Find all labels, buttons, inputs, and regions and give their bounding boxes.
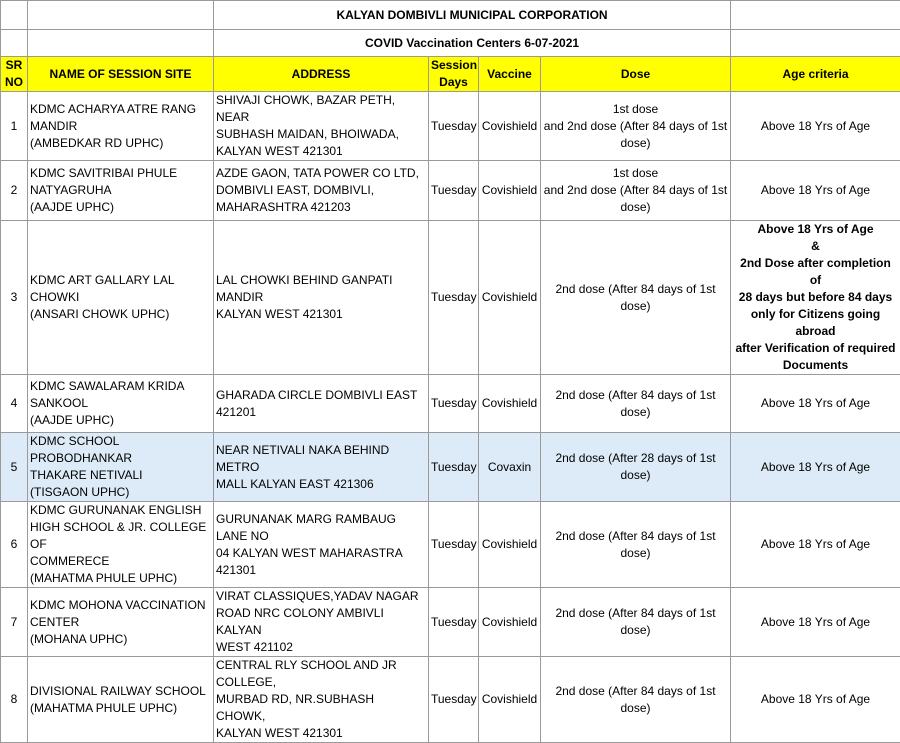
cell-age-criteria-line: after Verification of required [733, 340, 898, 357]
cell-session-site [28, 502, 214, 588]
cell-session-site-line: (AMBEDKAR RD UPHC) [30, 135, 211, 152]
cell-session-site [28, 161, 214, 221]
cell-dose-line: and 2nd dose (After 84 days of 1st [543, 118, 728, 135]
table-row [1, 657, 900, 743]
cell-dose [541, 161, 731, 221]
cell-session-site [28, 375, 214, 433]
cell-session-days: Tuesday [429, 588, 479, 657]
header-age-criteria: Age criteria [731, 57, 900, 92]
cell-dose-line: dose) [543, 467, 728, 484]
cell-dose [541, 657, 731, 743]
cell-session-site-line: (AAJDE UPHC) [30, 412, 211, 429]
cell-session-site-line: DIVISIONAL RAILWAY SCHOOL [30, 683, 211, 700]
cell-session-site-line: KDMC SCHOOL PROBODHANKAR [30, 433, 211, 467]
blank-cell [28, 1, 214, 30]
cell-address-line: WEST 421102 [216, 639, 426, 656]
cell-dose-line: 1st dose [543, 165, 728, 182]
table-row [1, 375, 900, 433]
cell-age-criteria-line: 28 days but before 84 days [733, 289, 898, 306]
cell-session-site-line: KDMC ACHARYA ATRE RANG [30, 101, 211, 118]
cell-session-site-line: CENTER [30, 614, 211, 631]
table-row [1, 161, 900, 221]
cell-age-criteria-line: 2nd Dose after completion of [733, 255, 898, 289]
table-row [1, 502, 900, 588]
blank-cell [1, 30, 28, 57]
cell-address-line: DOMBIVLI EAST, DOMBIVLI, [216, 182, 426, 199]
cell-address-line: LAL CHOWKI BEHIND GANPATI MANDIR [216, 272, 426, 306]
page-title: KALYAN DOMBIVLI MUNICIPAL CORPORATION [214, 1, 731, 30]
cell-sr-no: 8 [1, 657, 28, 743]
cell-dose-line: dose) [543, 622, 728, 639]
cell-sr-no: 2 [1, 161, 28, 221]
cell-session-site [28, 92, 214, 161]
cell-address [214, 221, 429, 375]
table-row [1, 433, 900, 502]
cell-vaccine: Covishield [479, 161, 541, 221]
cell-session-site-line: KDMC SAVITRIBAI PHULE [30, 165, 211, 182]
cell-dose-line: 2nd dose (After 28 days of 1st [543, 450, 728, 467]
cell-address [214, 161, 429, 221]
cell-dose-line: 2nd dose (After 84 days of 1st [543, 683, 728, 700]
cell-address-line: GHARADA CIRCLE DOMBIVLI EAST [216, 387, 426, 404]
cell-age-criteria-line: Above 18 Yrs of Age [733, 221, 898, 238]
cell-session-days: Tuesday [429, 161, 479, 221]
cell-vaccine: Covishield [479, 502, 541, 588]
cell-address [214, 375, 429, 433]
cell-dose [541, 92, 731, 161]
cell-address-line: 421201 [216, 404, 426, 421]
table-row [1, 92, 900, 161]
blank-cell [28, 30, 214, 57]
header-row [1, 57, 900, 92]
cell-dose [541, 433, 731, 502]
table-row [1, 221, 900, 375]
cell-dose-line: dose) [543, 298, 728, 315]
cell-session-site-line: KDMC MOHONA VACCINATION [30, 597, 211, 614]
cell-session-days: Tuesday [429, 657, 479, 743]
cell-session-site-line: (TISGAON UPHC) [30, 484, 211, 501]
cell-dose-line: dose) [543, 135, 728, 152]
cell-dose [541, 502, 731, 588]
cell-vaccine: Covishield [479, 657, 541, 743]
cell-dose-line: 1st dose [543, 101, 728, 118]
cell-address-line: NEAR NETIVALI NAKA BEHIND METRO [216, 442, 426, 476]
cell-address [214, 92, 429, 161]
cell-address-line: KALYAN WEST 421301 [216, 143, 426, 160]
table-body [1, 92, 900, 743]
cell-session-site-line: SANKOOL [30, 395, 211, 412]
cell-dose [541, 588, 731, 657]
cell-address-line: CENTRAL RLY SCHOOL AND JR COLLEGE, [216, 657, 426, 691]
cell-age-criteria-line: Above 18 Yrs of Age [733, 459, 898, 476]
header-session-days: Session Days [429, 57, 479, 92]
cell-age-criteria [731, 588, 900, 657]
cell-session-site-line: HIGH SCHOOL & JR. COLLEGE OF [30, 519, 211, 553]
cell-dose-line: 2nd dose (After 84 days of 1st [543, 387, 728, 404]
cell-session-site [28, 433, 214, 502]
cell-address [214, 502, 429, 588]
cell-age-criteria [731, 92, 900, 161]
cell-age-criteria [731, 161, 900, 221]
cell-vaccine: Covishield [479, 92, 541, 161]
cell-address-line: VIRAT CLASSIQUES,YADAV NAGAR [216, 588, 426, 605]
cell-session-site-line: (MAHATMA PHULE UPHC) [30, 700, 211, 717]
cell-address-line: MAHARASHTRA 421203 [216, 199, 426, 216]
cell-address [214, 588, 429, 657]
page-subtitle: COVID Vaccination Centers 6-07-2021 [214, 30, 731, 57]
cell-address-line: MALL KALYAN EAST 421306 [216, 476, 426, 493]
cell-session-site-line: KDMC SAWALARAM KRIDA [30, 378, 211, 395]
cell-address [214, 657, 429, 743]
cell-session-site-line: (MOHANA UPHC) [30, 631, 211, 648]
cell-vaccine: Covishield [479, 221, 541, 375]
cell-dose-line: and 2nd dose (After 84 days of 1st [543, 182, 728, 199]
cell-sr-no: 1 [1, 92, 28, 161]
cell-session-site-line: KDMC ART GALLARY LAL CHOWKI [30, 272, 211, 306]
cell-session-site [28, 657, 214, 743]
cell-address-line: 04 KALYAN WEST MAHARASTRA 421301 [216, 545, 426, 579]
blank-cell [731, 30, 900, 57]
cell-session-site-line: MANDIR [30, 118, 211, 135]
cell-age-criteria-line: & [733, 238, 898, 255]
cell-session-days: Tuesday [429, 375, 479, 433]
subtitle-row [1, 30, 900, 57]
cell-dose-line: dose) [543, 199, 728, 216]
cell-address-line: KALYAN WEST 421301 [216, 725, 426, 742]
header-sr-no: SR NO [1, 57, 28, 92]
cell-age-criteria-line: only for Citizens going abroad [733, 306, 898, 340]
cell-dose-line: dose) [543, 404, 728, 421]
cell-sr-no: 7 [1, 588, 28, 657]
cell-dose [541, 375, 731, 433]
header-session-site: NAME OF SESSION SITE [28, 57, 214, 92]
table-row [1, 588, 900, 657]
header-vaccine: Vaccine [479, 57, 541, 92]
cell-address-line: SHIVAJI CHOWK, BAZAR PETH, NEAR [216, 92, 426, 126]
cell-age-criteria [731, 502, 900, 588]
cell-dose-line: 2nd dose (After 84 days of 1st [543, 605, 728, 622]
cell-sr-no: 5 [1, 433, 28, 502]
cell-sr-no: 6 [1, 502, 28, 588]
cell-session-site-line: KDMC GURUNANAK ENGLISH [30, 502, 211, 519]
cell-dose-line: dose) [543, 700, 728, 717]
cell-age-criteria [731, 433, 900, 502]
cell-vaccine: Covishield [479, 375, 541, 433]
cell-age-criteria-line: Above 18 Yrs of Age [733, 691, 898, 708]
cell-age-criteria-line: Above 18 Yrs of Age [733, 395, 898, 412]
blank-cell [731, 1, 900, 30]
title-row [1, 1, 900, 30]
cell-address-line: KALYAN WEST 421301 [216, 306, 426, 323]
cell-session-days: Tuesday [429, 221, 479, 375]
cell-age-criteria-line: Above 18 Yrs of Age [733, 182, 898, 199]
cell-dose-line: dose) [543, 545, 728, 562]
cell-address [214, 433, 429, 502]
blank-cell [1, 1, 28, 30]
cell-age-criteria [731, 221, 900, 375]
cell-address-line: SUBHASH MAIDAN, BHOIWADA, [216, 126, 426, 143]
cell-session-days: Tuesday [429, 92, 479, 161]
cell-address-line: GURUNANAK MARG RAMBAUG LANE NO [216, 511, 426, 545]
cell-session-site [28, 221, 214, 375]
cell-age-criteria-line: Documents [733, 357, 898, 374]
cell-sr-no: 3 [1, 221, 28, 375]
cell-dose-line: 2nd dose (After 84 days of 1st [543, 528, 728, 545]
cell-address-line: ROAD NRC COLONY AMBIVLI KALYAN [216, 605, 426, 639]
cell-dose [541, 221, 731, 375]
cell-address-line: MURBAD RD, NR.SUBHASH CHOWK, [216, 691, 426, 725]
cell-vaccine: Covishield [479, 588, 541, 657]
cell-address-line: AZDE GAON, TATA POWER CO LTD, [216, 165, 426, 182]
cell-session-days: Tuesday [429, 502, 479, 588]
header-address: ADDRESS [214, 57, 429, 92]
cell-session-site-line: (ANSARI CHOWK UPHC) [30, 306, 211, 323]
cell-age-criteria-line: Above 18 Yrs of Age [733, 536, 898, 553]
cell-session-site [28, 588, 214, 657]
cell-age-criteria [731, 375, 900, 433]
header-dose: Dose [541, 57, 731, 92]
cell-vaccine: Covaxin [479, 433, 541, 502]
cell-session-site-line: NATYAGRUHA [30, 182, 211, 199]
cell-session-site-line: COMMERECE [30, 553, 211, 570]
cell-age-criteria [731, 657, 900, 743]
cell-session-site-line: (MAHATMA PHULE UPHC) [30, 570, 211, 587]
cell-age-criteria-line: Above 18 Yrs of Age [733, 614, 898, 631]
cell-sr-no: 4 [1, 375, 28, 433]
cell-session-site-line: THAKARE NETIVALI [30, 467, 211, 484]
cell-session-site-line: (AAJDE UPHC) [30, 199, 211, 216]
cell-session-days: Tuesday [429, 433, 479, 502]
cell-dose-line: 2nd dose (After 84 days of 1st [543, 281, 728, 298]
cell-age-criteria-line: Above 18 Yrs of Age [733, 118, 898, 135]
